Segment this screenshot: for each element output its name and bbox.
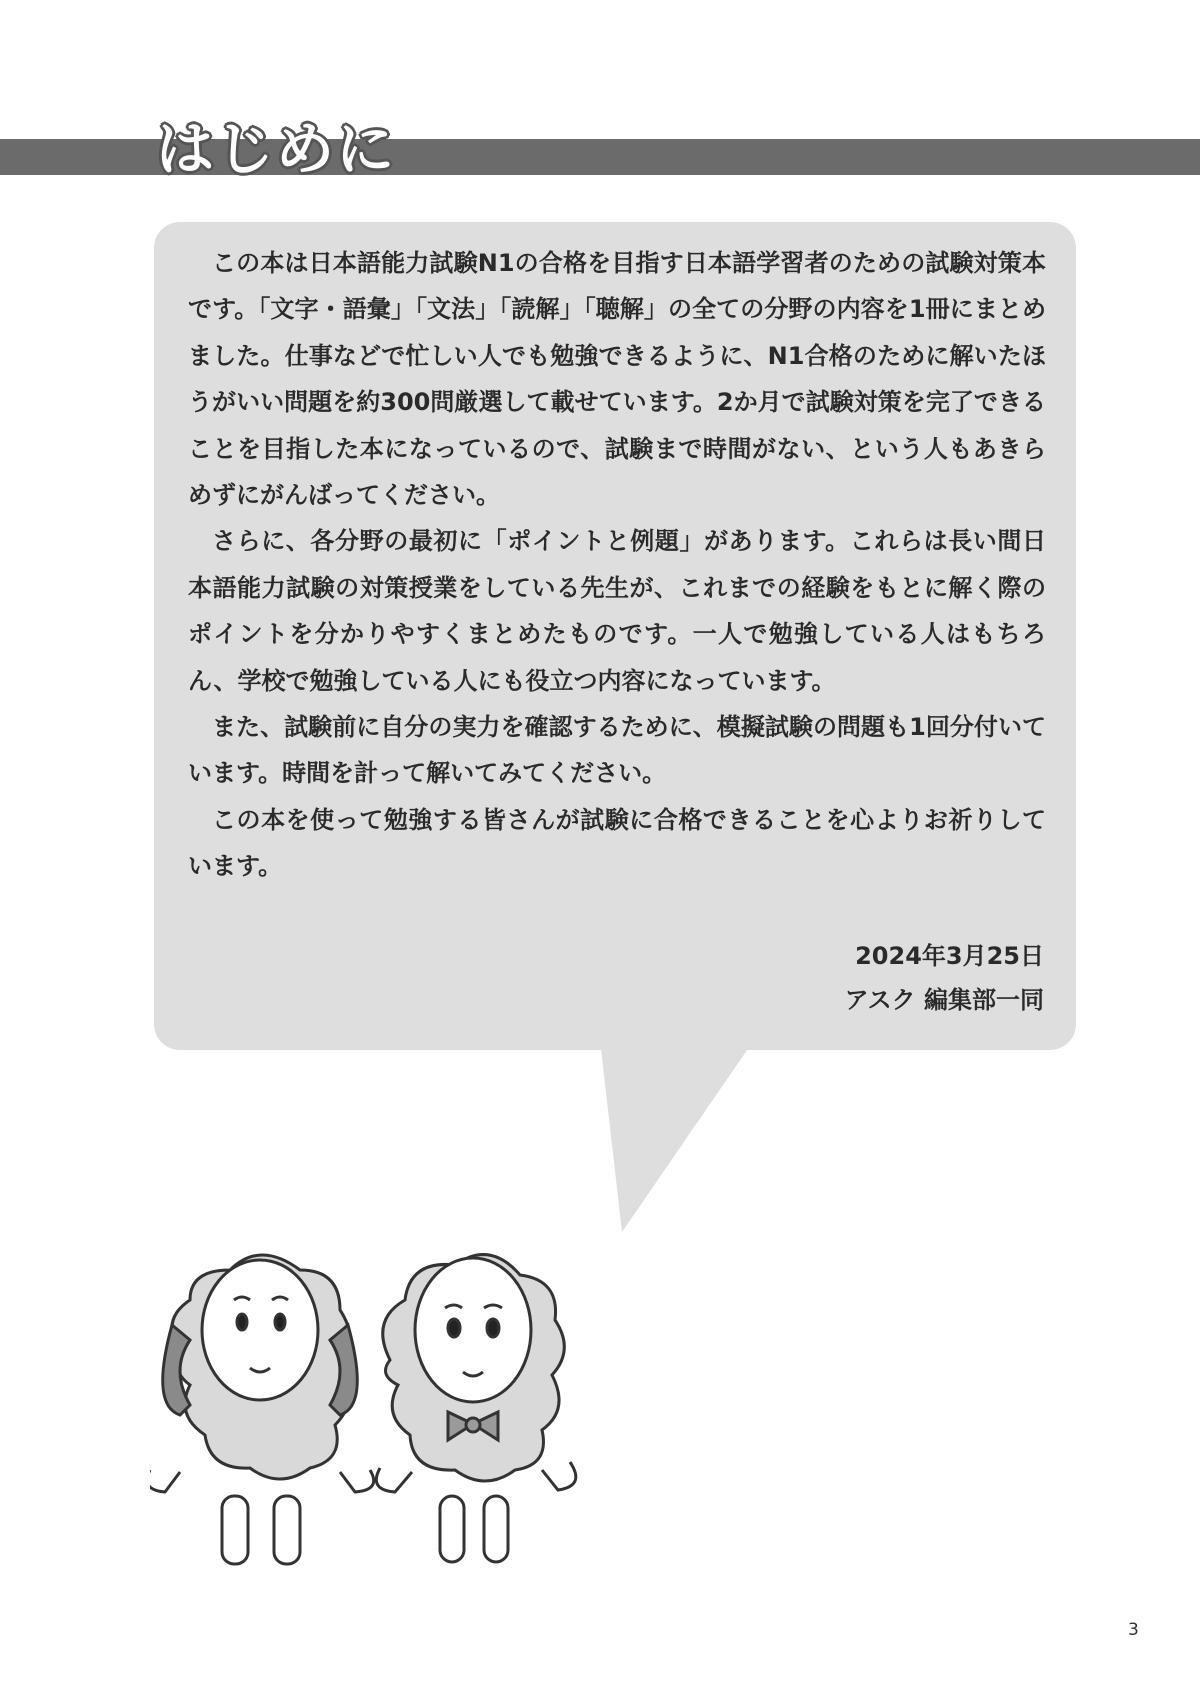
editor-signature: アスク 編集部一同 [844,986,1044,1014]
intro-paragraph-4: この本を使って勉強する皆さんが試験に合格できることを心よりお祈りしています。 [188,805,1046,881]
sheep-illustration [150,1200,610,1600]
sheep-right [376,1255,576,1562]
sheep-left [150,1255,374,1564]
intro-paragraph-2: さらに、各分野の最初に「ポイントと例題」があります。これらは長い間日本語能力試験の対策授業をしている先生が、これまでの経験をもとに解く際のポイントを分かりやすくまとめたものです。一人で勉強している人はもちろん、学校で勉強している人にも役立つ内容になっています。 [188,527,1046,695]
date: 2024年3月25日 [855,942,1044,970]
signature-block [845,934,1044,1022]
speech-bubble [154,222,1076,1050]
speech-bubble-tail [600,1040,760,1240]
page-number: 3 [1128,1620,1139,1640]
page-title: はじめに [156,115,397,183]
intro-body [188,240,1046,890]
intro-paragraph-3: また、試験前に自分の実力を確認するために、模擬試験の問題も1回分付いています。時間を計って解いてみてください。 [188,713,1046,788]
intro-paragraph-1: この本は日本語能力試験N1の合格を目指す日本語学習者のための試験対策本です。「文字・語彙」「文法」「読解」「聴解」の全ての分野の内容を1冊にまとめました。仕事などで忙しい人でも勉強できるように、N1合格のために解いたほうがいい問題を約300問厳選して載せています。2か月で試験対策を完了できることを目指した本になっているので、試験まで時間がない、という人もあきらめずにがんばってください。 [188,249,1046,510]
